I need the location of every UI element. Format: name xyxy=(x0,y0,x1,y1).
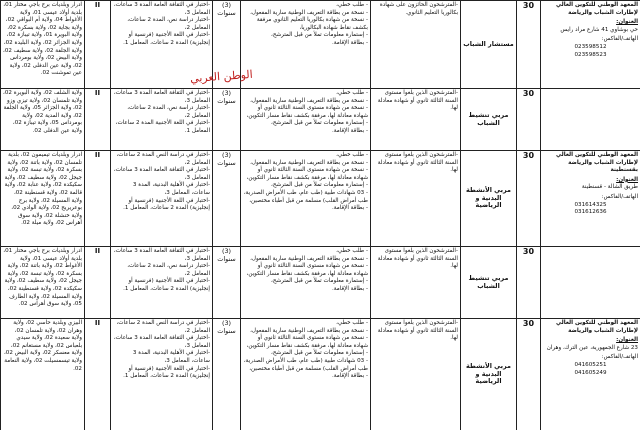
documents-cell xyxy=(241,319,371,430)
grade-cell xyxy=(85,1,111,89)
tests-cell xyxy=(111,319,213,430)
test-item: -اختبار في اللغة الأجنبية المدة 2 ساعات، المعامل 1. xyxy=(115,120,210,134)
conditions-cell xyxy=(371,151,461,247)
specialty-name: مربي تنشيط الشباب xyxy=(468,273,509,290)
document-item: - نسخة من بطاقة التعريف الوطنية سارية المفعول، xyxy=(250,255,368,262)
phone-number: 041605251 xyxy=(574,361,607,368)
document-item: - 03 شهادات طبية (طب عام، طب الأمراض الصدرية، طب أمراض القلب) مسلمة من قبل أطباء مختصين، xyxy=(243,189,368,204)
test-item: -اختبار في الثقافة العامة المدة 3 ساعات، المعامل 3، xyxy=(113,90,210,104)
specialty-cell xyxy=(461,319,517,430)
document-item: - بطاقة الإقامة. xyxy=(332,39,368,46)
institute-name: المعهد الوطني للتكوين العالي لإطارات الشباب والرياضة بقسنطينة xyxy=(555,152,638,174)
document-item: - إستمارة معلومات تملأ من قبل المترشح، xyxy=(271,32,368,39)
specialty-cell xyxy=(461,1,517,89)
document-item: - طلب خطي، xyxy=(336,320,368,326)
phone-label: الهاتف/الفاكس: xyxy=(601,354,638,361)
places-cell xyxy=(517,247,541,319)
conditions-cell xyxy=(371,89,461,151)
document-item: - بطاقة الإقامة. xyxy=(332,127,368,134)
grade-mark: II xyxy=(94,1,101,9)
condition-item: -المترشحون الذين بلغوا مستوى السنة الثالثة ثانوي أو شهادة معادلة لها. xyxy=(377,90,458,112)
document-item: - نسخة من بطاقة التعريف الوطنية سارية المفعول، xyxy=(250,9,368,16)
regions-text: ادرار وبلديات برج باجي مختار 01، بلدية أولاد عيسى 01، ولاية الأغواط 04، ولاية أم البواقي 02، ولاية بجاية 02، ولاية بسكرة 02، ولاية البويرة 01، ولاية تيبازة 02، ولاية الجزائر 02، ولاية البليدة 02، ولاية الجلفة 02، ولاية سطيف 02، ولاية البيض 02، ولاية بومرداس 02، ولاية عين الدفلى 02، ولاية عين تموشنت 02. xyxy=(3,2,82,77)
test-item: -اختبار في الثقافة العامة المدة 3 ساعات، المعامل 3، xyxy=(113,2,210,16)
grade-cell xyxy=(85,151,111,247)
document-item: - نسخة من بطاقة التعريف الوطنية سارية المفعول، xyxy=(250,327,368,334)
institute-name: المعهد الوطني للتكوين العالي لإطارات الشباب والرياضة xyxy=(555,320,638,334)
places-count: 30 xyxy=(522,89,535,98)
phone-number: 023598523 xyxy=(574,51,607,58)
tests-cell xyxy=(111,247,213,319)
test-item: -اختبار دراسة نص، المدة 2 ساعات، المعامل 2، xyxy=(127,105,210,119)
institute-name: المعهد الوطني للتكوين العالي لإطارات الشباب والرياضة xyxy=(555,2,638,16)
regions-cell xyxy=(1,247,85,319)
document-item: - إستمارة معلومات تملأ من قبل المترشح، xyxy=(271,350,368,357)
phone-label: الهاتف/الفاكس: xyxy=(601,193,638,200)
test-item: -اختبار في الثقافة العامة المدة 3 ساعات، المعامل 3، xyxy=(113,335,210,349)
document-item: - نسخة من شهادة بكالوريا التعليم الثانوي مرفقة بكشف نقاط شهادة البكالوريا، xyxy=(256,17,368,31)
test-item: -اختبار في الثقافة العامة المدة 3 ساعات، المعامل 3، xyxy=(113,248,210,262)
places-count: 30 xyxy=(522,319,535,328)
institute-cell xyxy=(541,1,640,89)
test-item: -اختبار دراسة نص، المدة 2 ساعات، المعامل 2، xyxy=(127,17,210,31)
document-item: - نسخة من شهادة مستوى السنة الثالثة ثانوي أو شهادة معادلة لها، مرفقة بكشف نقاط مسار التكوين، xyxy=(246,105,368,119)
regions-text: البيزي وبلدية حاسي 02، ولاية وهران 02، ولاية تلمسان 02، ولاية سعيدة 02، ولاية سيدي بلعباس 02، ولاية مستغانم 02، ولاية معسكر 02، ولاية البيض 02، ولاية تيسمسيلت 02، ولاية النعامة 02. xyxy=(3,320,82,372)
grade-mark: II xyxy=(94,319,101,327)
document-item: - بطاقة الإقامة. xyxy=(332,373,368,380)
document-item: - بطاقة الإقامة. xyxy=(332,285,368,292)
grade-cell xyxy=(85,247,111,319)
condition-item: -المترشحون الذين بلغوا مستوى السنة الثالثة ثانوي أو شهادة معادلة لها. xyxy=(377,152,458,174)
grade-mark: II xyxy=(94,89,101,97)
document-item: - إستمارة معلومات تملأ من قبل المترشح، xyxy=(271,120,368,127)
table-row xyxy=(1,151,640,247)
address-text: حي بوشاوي 41 شارع مراد رايس xyxy=(560,26,638,33)
regions-text: ولاية الشلف 02، ولاية البويرة 02، ولاية تلمسان 02، ولاية تيزي وزو 02، ولاية الجزائر 05، ولاية الجلفة 02، ولاية المدية 02، ولاية بومرداس 05، ولاية تيبازة 02، ولاية عين الدفلى 02. xyxy=(3,90,82,134)
table-row xyxy=(1,89,640,151)
grade-cell xyxy=(85,319,111,430)
test-item: -اختبار في الثقافة العامة المدة 3 ساعات، المعامل 3، xyxy=(113,167,210,181)
document-item: - إستمارة معلومات تملأ من قبل المترشح، xyxy=(271,278,368,285)
institute-cell xyxy=(541,151,640,247)
conditions-cell xyxy=(371,247,461,319)
institute-cell xyxy=(541,247,640,319)
regions-text: ادرار وبلديات برج باجي مختار 01، بلدية أولاد عيسى 01، ولاية الأغواط 02، ولاية باتنة 02، ولاية بسكرة 02، ولاية تبسة 02، ولاية جيجل 02، ولاية سطيف 02، ولاية سكيكدة 02، ولاية قسنطينة 02، ولاية المسيلة 02، ولاية الطارف 05، ولاية سوق أهراس 02. xyxy=(3,248,82,308)
condition-item: -المترشحون الذين بلغوا مستوى السنة الثالثة ثانوي أو شهادة معادلة لها. xyxy=(377,248,458,270)
test-item: -اختبار في دراسة النص المدة 2 ساعات، المعامل 2، xyxy=(116,152,210,166)
duration-cell xyxy=(213,247,241,319)
document-item: - طلب خطي، xyxy=(336,152,368,158)
document-item: - إستمارة معلومات تملأ من قبل المترشح، xyxy=(271,182,368,189)
document-item: - طلب خطي، xyxy=(336,248,368,254)
tests-cell xyxy=(111,151,213,247)
document-item: - نسخة من شهادة مستوى السنة الثالثة ثانوي أو شهادة معادلة لها، مرفقة بكشف نقاط مسار التكوين، xyxy=(246,335,368,349)
table-row xyxy=(1,319,640,430)
duration-text: (3) سنوات xyxy=(217,247,236,263)
document-item: - نسخة من شهادة مستوى السنة الثالثة ثانوي أو شهادة معادلة لها، مرفقة بكشف نقاط مسار التكوين، xyxy=(246,167,368,181)
tests-cell xyxy=(111,89,213,151)
places-cell xyxy=(517,319,541,430)
specialty-name: مربي تنشيط الشباب xyxy=(468,110,509,127)
regions-cell xyxy=(1,319,85,430)
places-cell xyxy=(517,1,541,89)
document-item: - نسخة من بطاقة التعريف الوطنية سارية المفعول، xyxy=(250,159,368,166)
test-item: -اختبار في الأهلية البدنية، المدة 3 ساعات، المعامل 3، xyxy=(132,182,210,196)
specialty-cell xyxy=(461,247,517,319)
documents-cell xyxy=(241,89,371,151)
conditions-cell xyxy=(371,1,461,89)
places-count: 30 xyxy=(522,151,535,160)
phone-number: 031612636 xyxy=(574,209,607,216)
institute-cell xyxy=(541,89,640,151)
documents-cell xyxy=(241,247,371,319)
phone-label: الهاتف/الفاكس: xyxy=(601,36,638,43)
regions-cell xyxy=(1,89,85,151)
regions-text: ادرار وبلديات تيميمون 02، بلدية تلمسان 02، ولاية باتنة 02، ولاية بسكرة 02، ولاية تبسة 02، ولاية جيجل 02، ولاية سطيف 02، ولاية سكيكدة 02، ولاية عنابة 02، ولاية قالمة 02، ولاية قسنطينة 02، ولاية المسيلة 02، ولاية برج بوعريريج 02، ولاية الوادي 02، ولاية خنشلة 02، ولاية سوق أهراس 02، ولاية ميلة 02. xyxy=(4,152,82,227)
condition-item: -المترشحون الذين بلغوا مستوى السنة الثالثة ثانوي أو شهادة معادلة لها. xyxy=(377,320,458,342)
test-item: -اختبار في اللغة الأجنبية (فرنسية أو إنجليزية) المدة 2 ساعات، المعامل 1. xyxy=(123,278,210,292)
places-cell xyxy=(517,151,541,247)
test-item: -اختبار في اللغة الأجنبية (فرنسية أو إنجليزية) المدة 2 ساعات، المعامل 1. xyxy=(123,365,210,380)
document-item: - بطاقة الإقامة. xyxy=(332,205,368,212)
table-row xyxy=(1,1,640,89)
places-cell xyxy=(517,89,541,151)
test-item: -اختبار في اللغة الأجنبية (فرنسية أو إنجليزية) المدة 2 ساعات، المعامل 1. xyxy=(123,32,210,46)
test-item: -اختبار في اللغة الأجنبية (فرنسية أو إنجليزية) المدة 2 ساعات، المعامل 1. xyxy=(123,197,210,212)
address-text: طريق الشالة - قسنطينة xyxy=(581,184,638,191)
address-label: العنوان: xyxy=(616,176,638,183)
duration-cell xyxy=(213,151,241,247)
phone-number: 023598512 xyxy=(574,43,607,50)
specialty-name: مربي الأنشطة البدنية و الرياضية xyxy=(466,186,511,210)
documents-cell xyxy=(241,151,371,247)
grade-mark: II xyxy=(94,151,101,159)
test-item: -اختبار دراسة نص، المدة 2 ساعات، المعامل 2، xyxy=(127,263,210,277)
document-item: - نسخة من بطاقة التعريف الوطنية سارية المفعول، xyxy=(250,97,368,104)
watermark-text: الوطن العربي xyxy=(189,67,254,86)
duration-text: (3) سنوات xyxy=(217,1,236,17)
address-text: 23 شارع الجمهورية، عين الترك، وهران xyxy=(546,344,638,351)
document-item: - 03 شهادات طبية (طب عام، طب الأمراض الصدرية، طب أمراض القلب) مسلمة من قبل أطباء مختصين، xyxy=(243,357,368,372)
duration-text: (3) سنوات xyxy=(217,89,236,105)
specialty-name: مربي الأنشطة البدنية و الرياضية xyxy=(466,362,511,386)
specialty-name: مستشار الشباب xyxy=(463,39,514,48)
address-label: العنوان: xyxy=(616,337,638,344)
phone-number: 031614325 xyxy=(574,201,607,208)
institute-cell xyxy=(541,319,640,430)
test-item: -اختبار في دراسة النص المدة 2 ساعات، المعامل 2، xyxy=(116,320,210,334)
address-label: العنوان: xyxy=(616,19,638,26)
regions-cell xyxy=(1,1,85,89)
regions-cell xyxy=(1,151,85,247)
document-item: - طلب خطي، xyxy=(336,2,368,8)
phone-number: 041605249 xyxy=(574,369,607,376)
places-count: 30 xyxy=(522,247,535,256)
duration-text: (3) سنوات xyxy=(217,319,236,335)
document-item: - نسخة من شهادة مستوى السنة الثالثة ثانوي أو شهادة معادلة لها، مرفقة بكشف نقاط مسار التكوين، xyxy=(246,263,368,277)
duration-cell xyxy=(213,89,241,151)
places-count: 30 xyxy=(522,1,535,10)
condition-item: -المترشحون الحائزون على شهادة بكالوريا التعليم الثانوي. xyxy=(379,2,458,16)
specialty-cell xyxy=(461,89,517,151)
grade-mark: II xyxy=(94,247,101,255)
table-row xyxy=(1,247,640,319)
test-item: -اختبار في الأهلية البدنية، المدة 3 ساعات، المعامل 3، xyxy=(132,350,210,364)
conditions-cell xyxy=(371,319,461,430)
specialty-cell xyxy=(461,151,517,247)
document-item: - طلب خطي، xyxy=(336,90,368,96)
duration-text: (3) سنوات xyxy=(217,151,236,167)
duration-cell xyxy=(213,319,241,430)
documents-cell xyxy=(241,1,371,89)
grade-cell xyxy=(85,89,111,151)
